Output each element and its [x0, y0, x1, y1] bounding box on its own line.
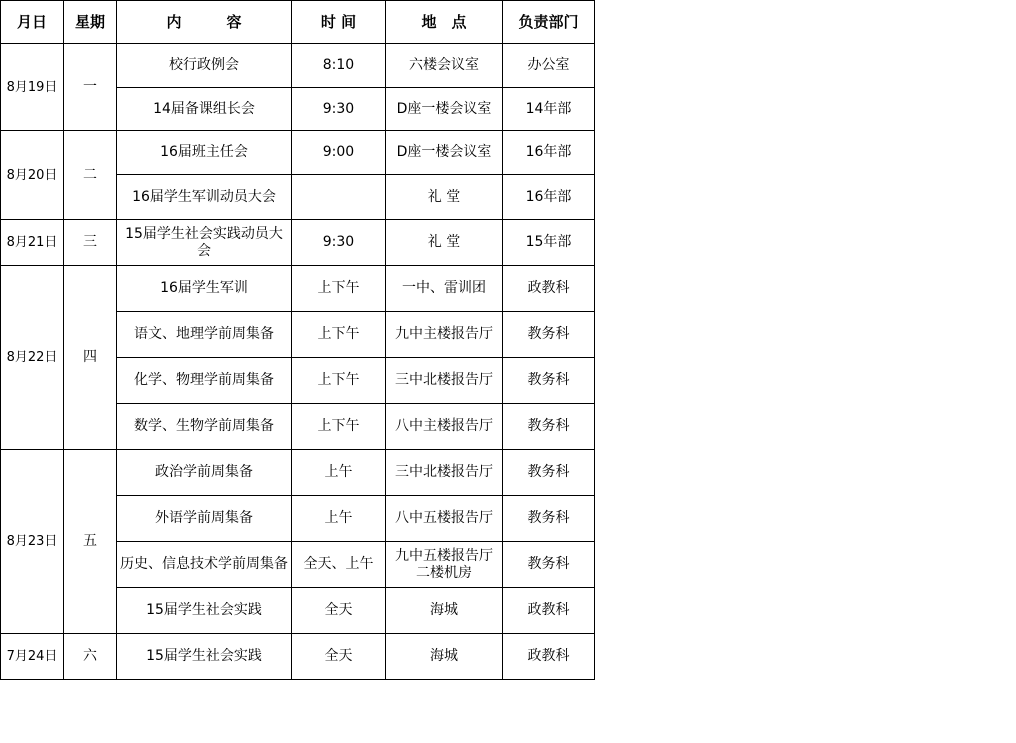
table-row [1, 131, 595, 175]
cell-content: 数学、生物学前周集备 [117, 404, 292, 450]
cell-dept: 教务科 [503, 450, 595, 496]
cell-dept: 教务科 [503, 496, 595, 542]
cell-content: 15届学生社会实践 [117, 588, 292, 634]
header-dept: 负责部门 [503, 1, 595, 44]
cell-time: 上午 [292, 450, 386, 496]
cell-dept: 16年部 [503, 175, 595, 220]
cell-dept: 教务科 [503, 542, 595, 588]
cell-weekday: 五 [64, 450, 117, 634]
cell-time: 全天、上午 [292, 542, 386, 588]
cell-time: 上下午 [292, 312, 386, 358]
cell-weekday: 六 [64, 634, 117, 680]
cell-place: 六楼会议室 [386, 44, 503, 88]
cell-time: 上午 [292, 496, 386, 542]
cell-place: 九中五楼报告厅二楼机房 [386, 542, 503, 588]
cell-time: 9:30 [292, 88, 386, 131]
cell-content: 15届学生社会实践 [117, 634, 292, 680]
cell-date: 7月24日 [1, 634, 64, 680]
table-row [1, 44, 595, 88]
cell-place: 礼 堂 [386, 220, 503, 266]
cell-place: 九中主楼报告厅 [386, 312, 503, 358]
cell-date: 8月23日 [1, 450, 64, 634]
cell-time: 上下午 [292, 266, 386, 312]
header-place: 地 点 [386, 1, 503, 44]
cell-content: 语文、地理学前周集备 [117, 312, 292, 358]
cell-weekday: 一 [64, 44, 117, 131]
cell-content: 16届学生军训动员大会 [117, 175, 292, 220]
cell-content: 14届备课组长会 [117, 88, 292, 131]
cell-place: 礼 堂 [386, 175, 503, 220]
cell-dept: 办公室 [503, 44, 595, 88]
cell-content: 政治学前周集备 [117, 450, 292, 496]
cell-date: 8月22日 [1, 266, 64, 450]
cell-dept: 教务科 [503, 404, 595, 450]
cell-dept: 15年部 [503, 220, 595, 266]
cell-place: D座一楼会议室 [386, 131, 503, 175]
cell-time: 全天 [292, 588, 386, 634]
table-row [1, 634, 595, 680]
cell-content: 16届班主任会 [117, 131, 292, 175]
header-content: 内 容 [117, 1, 292, 44]
cell-dept: 政教科 [503, 634, 595, 680]
cell-time: 全天 [292, 634, 386, 680]
cell-time: 9:30 [292, 220, 386, 266]
cell-place: 八中五楼报告厅 [386, 496, 503, 542]
header-date: 月日 [1, 1, 64, 44]
cell-time: 上下午 [292, 404, 386, 450]
table-row [1, 450, 595, 496]
cell-weekday: 二 [64, 131, 117, 220]
table-row [1, 266, 595, 312]
cell-place: 海城 [386, 634, 503, 680]
cell-place: D座一楼会议室 [386, 88, 503, 131]
cell-place: 海城 [386, 588, 503, 634]
cell-content: 15届学生社会实践动员大会 [117, 220, 292, 266]
cell-dept: 16年部 [503, 131, 595, 175]
cell-place: 三中北楼报告厅 [386, 450, 503, 496]
cell-time: 上下午 [292, 358, 386, 404]
cell-content: 校行政例会 [117, 44, 292, 88]
schedule-body [1, 44, 595, 680]
cell-time [292, 175, 386, 220]
cell-place: 八中主楼报告厅 [386, 404, 503, 450]
cell-place: 三中北楼报告厅 [386, 358, 503, 404]
table-row [1, 220, 595, 266]
cell-date: 8月19日 [1, 44, 64, 131]
cell-content: 外语学前周集备 [117, 496, 292, 542]
header-row [1, 1, 595, 44]
cell-date: 8月20日 [1, 131, 64, 220]
cell-date: 8月21日 [1, 220, 64, 266]
cell-time: 9:00 [292, 131, 386, 175]
cell-dept: 政教科 [503, 588, 595, 634]
cell-content: 化学、物理学前周集备 [117, 358, 292, 404]
cell-time: 8:10 [292, 44, 386, 88]
cell-dept: 教务科 [503, 312, 595, 358]
cell-dept: 政教科 [503, 266, 595, 312]
cell-place: 一中、雷训团 [386, 266, 503, 312]
header-time: 时 间 [292, 1, 386, 44]
cell-dept: 教务科 [503, 358, 595, 404]
cell-dept: 14年部 [503, 88, 595, 131]
cell-weekday: 三 [64, 220, 117, 266]
header-weekday: 星期 [64, 1, 117, 44]
cell-content: 16届学生军训 [117, 266, 292, 312]
cell-weekday: 四 [64, 266, 117, 450]
cell-content: 历史、信息技术学前周集备 [117, 542, 292, 588]
